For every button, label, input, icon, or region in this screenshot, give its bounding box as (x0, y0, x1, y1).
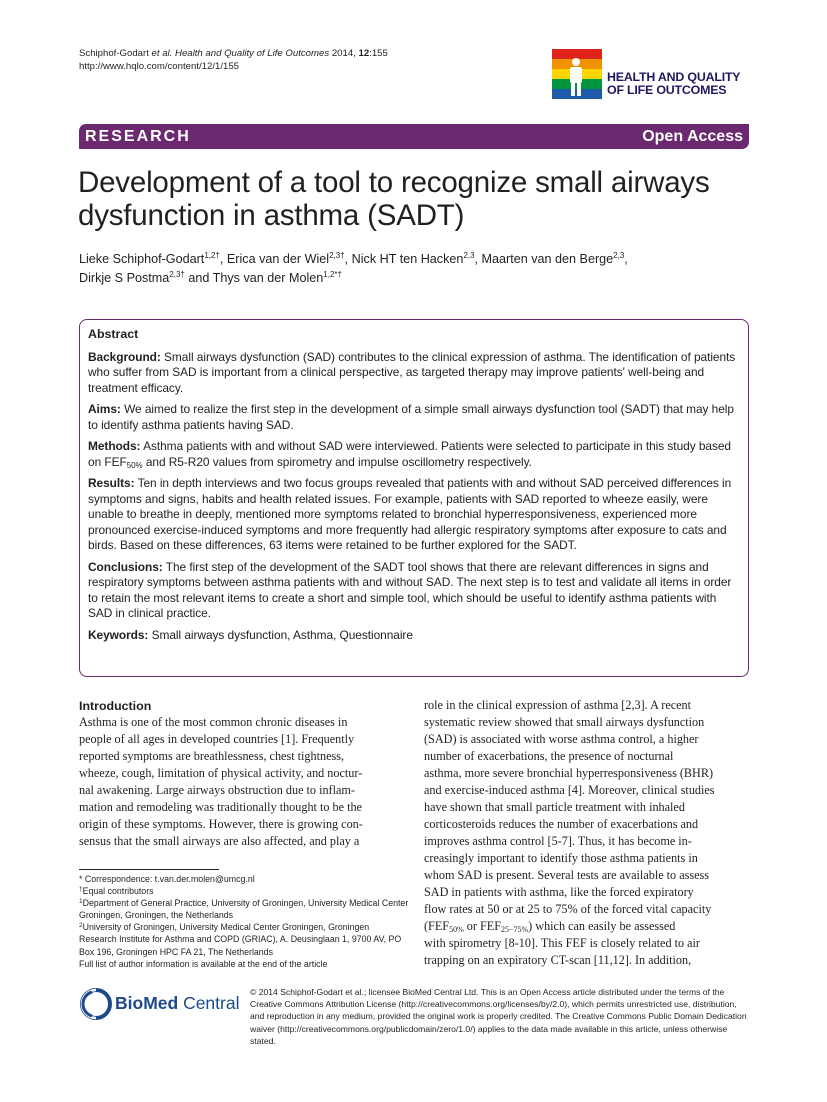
results-label: Results: (88, 476, 135, 490)
fef-text: (FEF (424, 919, 450, 933)
author-affiliation: 1,2† (204, 251, 220, 260)
abstract-methods (88, 439, 740, 470)
open-access-label: Open Access (642, 128, 743, 145)
affiliation-2 (79, 921, 409, 957)
body-line: sensus that the small airways are also affected, and play a (79, 834, 360, 848)
author-separator: , (474, 252, 482, 266)
background-text: Small airways dysfunction (SAD) contributes to the clinical expression of asthma. The identification of patients who suffer from SAD is important from a clinical perspective, as targeted therapy may improve patients' well-being and treatment efficacy. (88, 349, 736, 395)
bmc-circle-icon (79, 987, 113, 1021)
author-affiliation: 1,2*† (323, 270, 342, 279)
citation-year: 2014, (331, 48, 356, 59)
body-line: reported symptoms are breathlessness, chest tightness, (79, 749, 345, 763)
body-line: improves asthma control [5-7]. Thus, it has become in- (424, 834, 692, 848)
body-line: mation and remodeling was traditionally thought to be the (79, 800, 362, 814)
abstract-results (88, 476, 740, 554)
conclusions-label: Conclusions: (88, 559, 163, 574)
article-title (78, 166, 748, 232)
article-url[interactable]: http://www.hqlo.com/content/12/1/155 (79, 61, 239, 72)
fef-text: ) which can easily be assessed (528, 919, 676, 933)
title-line-2: dysfunction in asthma (SADT) (78, 199, 465, 232)
bmc-bio: BioMed (115, 993, 179, 1013)
conclusions-text: The first step of the development of the SADT tool shows that there are relevant differences in signs and respiratory symptoms between asthma patients with and without SAD. The next step is to test and validate all items in order to retain the most relevant items to create a short and simple tool, which should be useful to identify asthma patients with SAD in clinical practice. (88, 559, 732, 620)
biomed-central-logo[interactable] (79, 985, 239, 1025)
citation-line (79, 47, 499, 60)
body-line: whom SAD is present. Several tests are available to assess (424, 868, 709, 882)
fef-text: or FEF (463, 919, 501, 933)
body-line: number of exacerbations, the presence of nocturnal (424, 749, 674, 763)
body-line: asthma, more severe bronchial hyperresponsiveness (BHR) (424, 766, 714, 780)
citation-article: :155 (369, 48, 388, 59)
methods-text-cont: and R5-R20 values from spirometry and impulse oscillometry respectively. (145, 454, 532, 469)
correspondence-note: * Correspondence: t.van.der.molen@umcg.nl (79, 874, 255, 884)
logo-text (607, 71, 740, 97)
body-line: nal awakening. Large airways obstruction due to inflam- (79, 783, 355, 797)
body-line: SAD in patients with asthma, like the forced expiratory (424, 885, 694, 899)
abstract-box (79, 319, 749, 677)
citation-etal: et al. (151, 48, 173, 59)
footnote-mark: † (79, 886, 83, 894)
aims-text: We aimed to realize the first step in the development of a simple small airways dysfunction tool (SADT) that may help to identify asthma patients having SAD. (88, 402, 734, 432)
journal-logo[interactable] (552, 49, 752, 104)
abstract-heading: Abstract (88, 326, 139, 341)
bmc-wordmark (115, 993, 239, 1014)
citation-journal: Health and Quality of Life Outcomes (175, 48, 330, 59)
logo-line2: OF LIFE OUTCOMES (607, 83, 727, 97)
fef-subscript: 25−75% (500, 925, 529, 934)
background-label: Background: (88, 349, 161, 364)
footnote-divider (79, 869, 219, 870)
abstract-keywords (88, 628, 740, 644)
body-line: have shown that small particle treatment with inhaled (424, 800, 685, 814)
body-line: corticosteroids reduces the number of exacerbations and (424, 817, 699, 831)
body-column-1 (79, 714, 405, 850)
logo-line1: HEALTH AND QUALITY (607, 70, 741, 84)
author-affiliation: 2,3 (463, 251, 475, 260)
body-line: role in the clinical expression of asthma [2,3]. A recent (424, 698, 692, 712)
body-column-2 (424, 697, 750, 969)
author-name: Thys van der Molen (212, 271, 324, 285)
author-name: Maarten van den Berge (481, 252, 614, 266)
body-line: creasingly important to identify those asthma patients in (424, 851, 698, 865)
body-line: people of all ages in developed countries [1]. Frequently (79, 732, 355, 746)
article-type-label: RESEARCH (85, 128, 191, 145)
keywords-label: Keywords: (88, 627, 149, 642)
author-separator: , (219, 252, 227, 266)
author-affiliation: 2,3† (329, 251, 345, 260)
author-affiliation: 2,3 (613, 251, 625, 260)
article-type-bar (79, 124, 749, 149)
body-line: origin of these symptoms. However, there is growing con- (79, 817, 363, 831)
introduction-heading: Introduction (79, 699, 152, 713)
author-list (79, 250, 759, 288)
body-line: systematic review showed that small airways dysfunction (424, 715, 705, 729)
author-name: Lieke Schiphof-Godart (79, 252, 205, 266)
affiliation-text: Department of General Practice, University of Groningen, University Medical Center Groningen, Groningen, the Netherlands (79, 898, 409, 921)
body-line: and exercise-induced asthma [4]. Moreover, clinical studies (424, 783, 715, 797)
methods-text: Asthma patients with and without SAD were interviewed. Patients were selected to participate in this study based on FEF (88, 439, 731, 469)
keywords-text: Small airways dysfunction, Asthma, Questionnaire (151, 627, 413, 642)
author-name: Erica van der Wiel (226, 252, 330, 266)
body-line: trapping on an expiratory CT-scan [11,12]. In addition, (424, 953, 692, 967)
abstract-background (88, 350, 740, 397)
citation-authors: Schiphof-Godart (79, 48, 149, 59)
methods-label: Methods: (88, 439, 141, 453)
author-separator: , (344, 252, 352, 266)
footnotes (79, 873, 409, 970)
body-line: (SAD) is associated with worse asthma control, a higher (424, 732, 699, 746)
person-figure-icon (565, 57, 587, 97)
body-line: Asthma is one of the most common chronic diseases in (79, 715, 348, 729)
equal-contrib-note (79, 885, 409, 897)
footnote-mark: 2 (79, 922, 83, 930)
aims-label: Aims: (88, 402, 121, 416)
body-line: flow rates at 50 or at 25 to 75% of the forced vital capacity (424, 902, 712, 916)
title-line-1: Development of a tool to recognize small airways (78, 166, 710, 199)
bmc-central: Central (178, 993, 240, 1013)
results-text: Ten in depth interviews and two focus groups revealed that patients with and without SAD perceived differences in symptoms and signs, habits and health related issues. For example, patients with SAD reported to wheeze easily, were unable to breathe in deeply, mentioned more symptoms related to bronchial hyperresponsiveness, experienced more pronounced exercise-induced symptoms and more frequently had allergic respiratory symptoms after exposure to cats and birds. Based on these differences, 63 items were retained to be further explored for the SADT. (88, 476, 732, 552)
affiliation-1 (79, 897, 409, 921)
author-separator: , (624, 252, 628, 266)
body-line: with spirometry [8-10]. This FEF is closely related to air (424, 936, 700, 950)
author-affiliation: 2,3† (169, 270, 185, 279)
methods-subscript: 50% (126, 460, 143, 470)
license-text: © 2014 Schiphof-Godart et al.; licensee BioMed Central Ltd. This is an Open Access article distributed under the terms of the Creative Commons Attribution License (http://creativecommons.org/licenses/by/2.0), which permits unrestricted use, distribution, and reproduction in any medium, provided the original work is properly credited. The Creative Commons Public Domain Dedication waiver (http://creativecommons.org/publicdomain/zero/1.0/) applies to the data made available in this article, unless otherwise stated. (250, 987, 747, 1046)
author-info-note: Full list of author information is available at the end of the article (79, 958, 328, 969)
body-line: wheeze, cough, limitation of physical activity, and noctur- (79, 766, 363, 780)
equal-contrib-text: Equal contributors (82, 886, 154, 897)
affiliation-text: University of Groningen, University Medical Center Groningen, Groningen Research Institute for Asthma and COPD (GRIAC), A. Deusinglaan 1, 9700 AV, PO Box 196, Groningen HPC FA 21, The Netherlands (79, 922, 402, 957)
author-name: Nick HT ten Hacken (351, 252, 464, 266)
fef-subscript: 50% (449, 925, 464, 934)
author-name: Dirkje S Postma (79, 271, 170, 285)
author-separator: and (184, 271, 213, 285)
abstract-aims (88, 402, 740, 433)
citation-volume: 12 (358, 48, 370, 59)
footnote-mark: 1 (79, 898, 83, 906)
abstract-conclusions (88, 560, 740, 622)
body-line-fef (424, 918, 750, 935)
